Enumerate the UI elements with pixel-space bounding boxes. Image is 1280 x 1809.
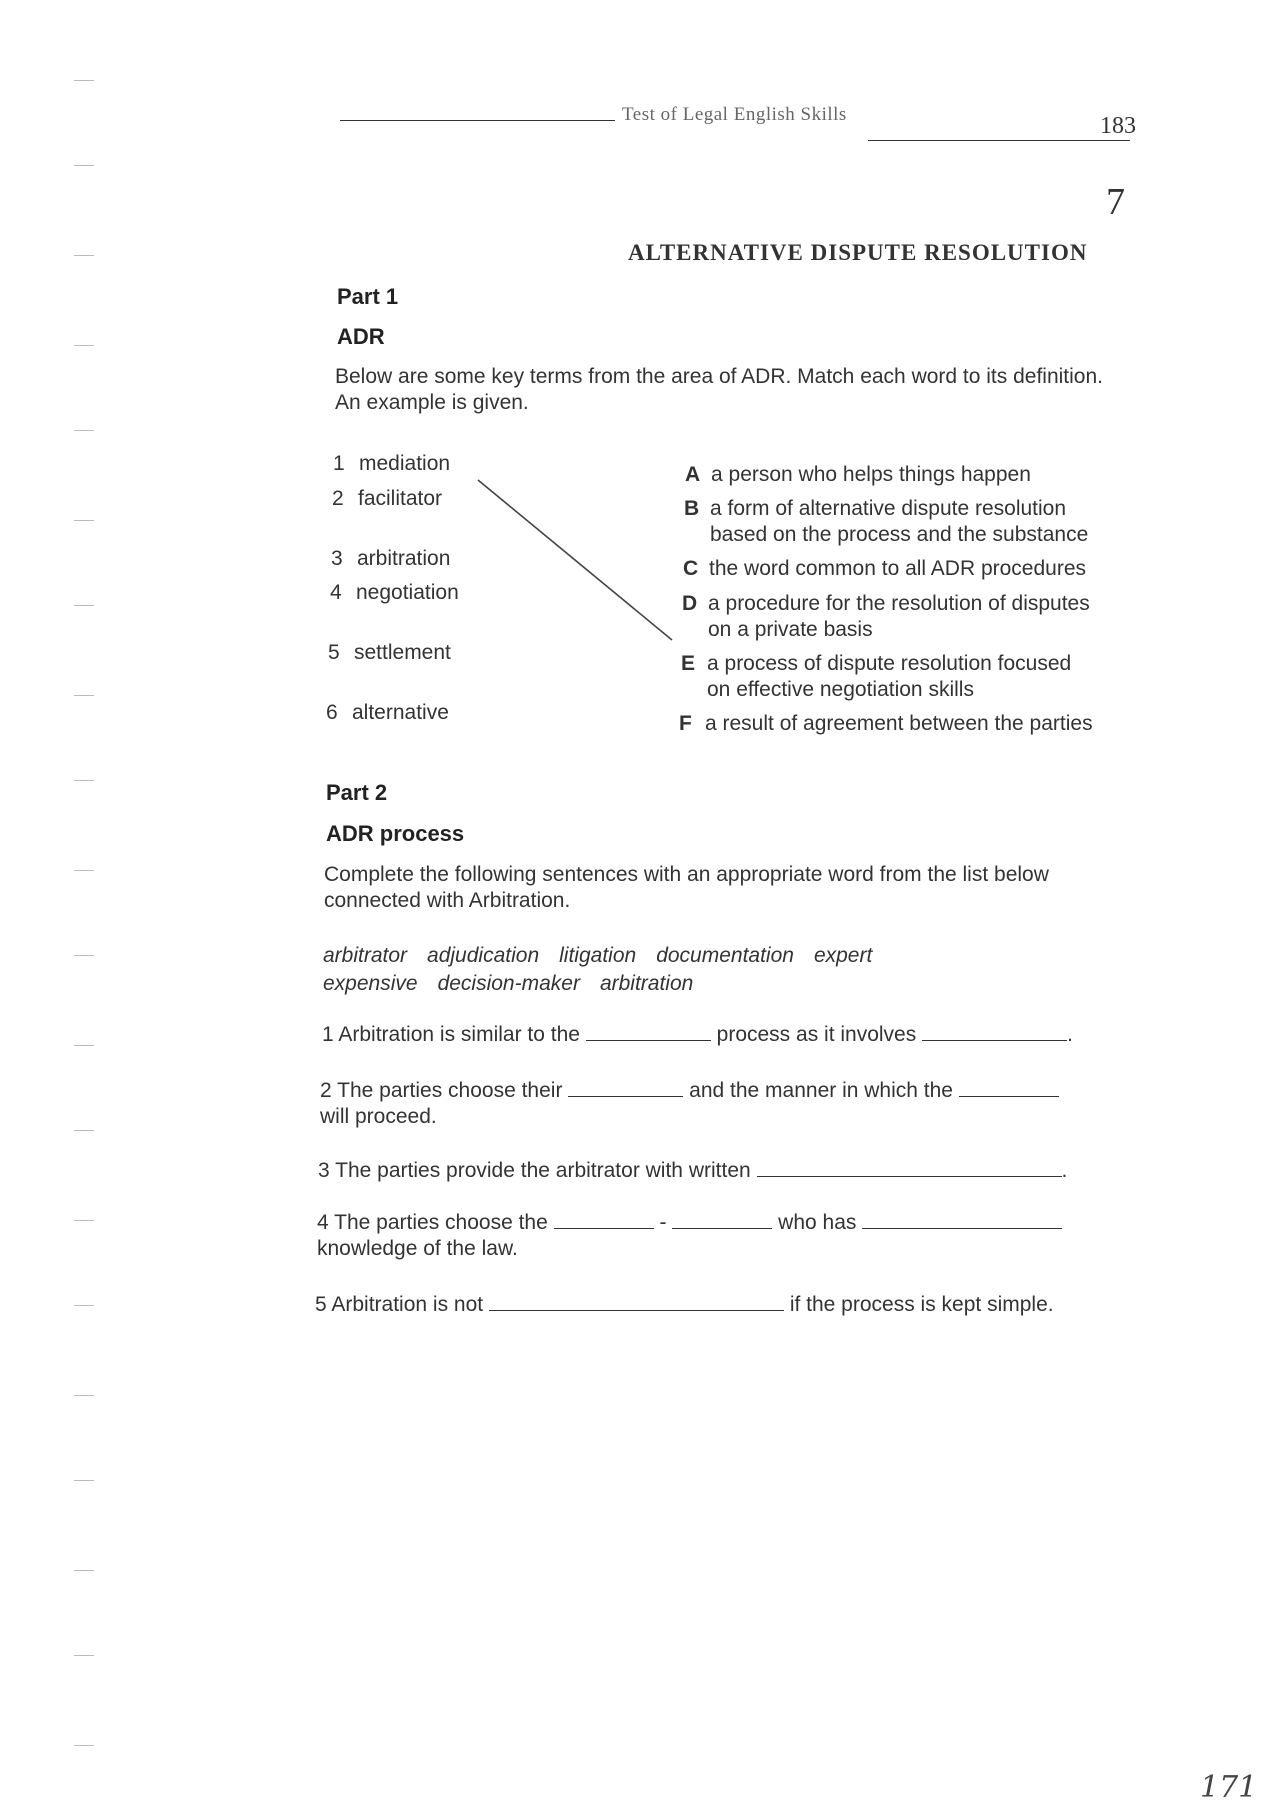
sentence-1 — [322, 1022, 1132, 1048]
chapter-title: ALTERNATIVE DISPUTE RESOLUTION — [628, 240, 1088, 265]
answer-blank[interactable] — [672, 1214, 772, 1229]
sentence-3 — [318, 1158, 1128, 1184]
sentence-text: process as it involves — [716, 1023, 917, 1046]
word-option: litigation — [559, 944, 637, 967]
definition-text-cont: based on the process and the substance — [710, 523, 1089, 546]
term-number: 4 — [330, 581, 342, 604]
definition-letter: C — [683, 557, 699, 580]
sentence-text: if the process is kept simple. — [789, 1293, 1054, 1316]
part1-instructions: Below are some key terms from the area of ADR. Match each word to its definition. An example is given. — [335, 365, 1103, 414]
sentence-number: 1 — [322, 1023, 334, 1046]
page-number: 183 — [1100, 113, 1136, 139]
definition-letter: D — [682, 592, 698, 615]
word-list-row — [323, 970, 892, 998]
definition-letter: A — [685, 463, 701, 486]
term-text: facilitator — [358, 487, 443, 510]
part1-title: ADR — [337, 324, 385, 349]
sentence-text: who has — [778, 1211, 857, 1234]
sentence-number: 5 — [315, 1293, 327, 1316]
term-text: settlement — [354, 641, 451, 664]
part2-label: Part 2 — [326, 780, 388, 805]
term-text: negotiation — [356, 581, 459, 604]
answer-blank[interactable] — [922, 1026, 1067, 1041]
sentence-text: Arbitration is not — [331, 1293, 484, 1316]
word-option: decision-maker — [437, 972, 580, 995]
sentence-4 — [317, 1210, 1127, 1262]
word-list — [323, 942, 892, 998]
answer-blank[interactable] — [586, 1026, 711, 1041]
chapter-number: 7 — [1106, 181, 1125, 223]
sentence-text: The parties provide the arbitrator with written — [335, 1159, 751, 1182]
sentence-2 — [320, 1078, 1130, 1130]
definition-text: a result of agreement between the parties — [705, 712, 1093, 735]
sentence-text: will proceed. — [320, 1105, 437, 1128]
definition-text: a form of alternative dispute resolution — [710, 497, 1067, 520]
sentence-number: 3 — [318, 1159, 330, 1182]
answer-blank[interactable] — [862, 1214, 1062, 1229]
word-list-row — [323, 942, 892, 970]
definition-letter: E — [681, 652, 696, 675]
running-head: Test of Legal English Skills — [622, 104, 847, 125]
word-option: documentation — [656, 944, 794, 967]
definition-text-cont: on a private basis — [708, 618, 873, 641]
term-text: arbitration — [357, 547, 451, 570]
sentence-dash: - — [659, 1211, 667, 1234]
sentence-text: Arbitration is similar to the — [338, 1023, 580, 1046]
word-option: adjudication — [427, 944, 540, 967]
example-match-line — [478, 480, 672, 640]
sentence-number: 2 — [320, 1079, 332, 1102]
answer-blank[interactable] — [757, 1162, 1062, 1177]
answer-blank[interactable] — [959, 1082, 1059, 1097]
sentence-text: and the manner in which the — [689, 1079, 953, 1102]
sentence-number: 4 — [317, 1211, 329, 1234]
answer-blank[interactable] — [554, 1214, 654, 1229]
sentence-5 — [315, 1292, 1135, 1318]
sentence-text: knowledge of the law. — [317, 1237, 518, 1260]
part2-title: ADR process — [326, 821, 465, 846]
term-number: 2 — [332, 487, 344, 510]
sentence-end: . — [1061, 1159, 1068, 1182]
term-number: 6 — [326, 701, 338, 724]
definition-text: a process of dispute resolution focused — [707, 652, 1072, 675]
part1-label: Part 1 — [337, 284, 399, 309]
answer-blank[interactable] — [489, 1296, 784, 1311]
definition-text: a person who helps things happen — [711, 463, 1031, 486]
answer-blank[interactable] — [568, 1082, 683, 1097]
definition-text-cont: on effective negotiation skills — [707, 678, 974, 701]
sentence-text: The parties choose their — [337, 1079, 563, 1102]
definition-letter: B — [684, 497, 700, 520]
part2-instructions: Complete the following sentences with an appropriate word from the list below connected with Arbitration. — [324, 863, 1049, 912]
handwritten-page-number: 171 — [1200, 1770, 1258, 1805]
definition-text: a procedure for the resolution of disputes — [708, 592, 1090, 615]
word-option: expensive — [323, 972, 418, 995]
term-number: 5 — [328, 641, 340, 664]
definition-text: the word common to all ADR procedures — [709, 557, 1087, 580]
sentence-text: The parties choose the — [334, 1211, 548, 1234]
word-option: arbitrator — [323, 944, 408, 967]
word-option: expert — [813, 944, 873, 967]
term-number: 1 — [333, 452, 345, 475]
term-text: alternative — [352, 701, 449, 724]
term-number: 3 — [331, 547, 343, 570]
sentence-end: . — [1067, 1023, 1073, 1046]
word-option: arbitration — [599, 972, 694, 995]
definition-letter: F — [679, 712, 692, 735]
term-text: mediation — [359, 452, 451, 475]
